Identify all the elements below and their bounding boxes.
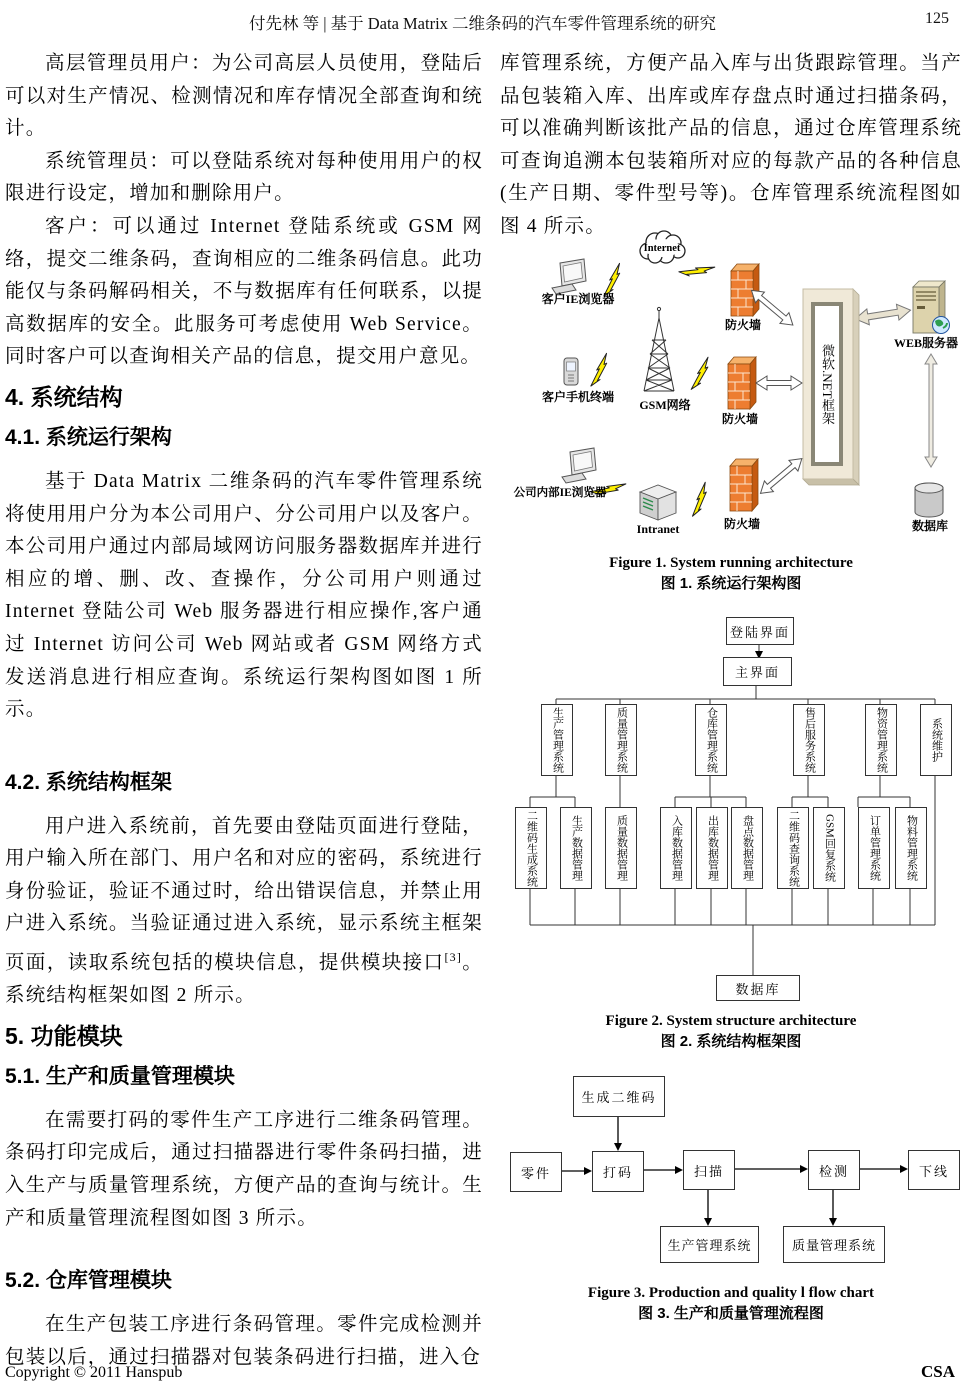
figure1-caption-en: Figure 1. System running architecture — [609, 555, 853, 571]
figure2-diagram — [500, 613, 962, 1003]
system-box-materials: 物资管理系统 — [865, 704, 897, 776]
module-box-qr-generate: 二维码生成系统 — [515, 807, 547, 889]
section-5-2-heading: 5.2. 仓库管理模块 — [5, 1269, 172, 1293]
firewall3-icon — [730, 459, 758, 511]
flow-box-scan: 扫描 — [683, 1150, 735, 1190]
section-5-heading: 5. 功能模块 — [5, 1022, 123, 1049]
intranet-router-icon — [640, 485, 676, 520]
company-ie-label: 公司内部IE浏览器 — [513, 487, 607, 499]
figure2-caption-zh: 图 2. 系统结构框架图 — [660, 1033, 802, 1050]
module-box-gsm-reply: GSM回复系统 — [813, 807, 845, 889]
flow-box-inspect: 检测 — [808, 1150, 860, 1190]
paragraph-4-1: 基于 Data Matrix 二维条码的汽车零件管理系统将使用用户分为本公司用户、分公司用户以及客户。本公司用户通过内部局域网访问服务器数据库并进行相应的增、删、改、查操作，分公司用户则通过 Internet 登陆公司 Web 服务器进行相应操作,客户通过 Internet 访问公司 Web 网站或者 GSM 网络方式发送消息进行相应查询。系统运行架构图如图 1 所示。 — [5, 470, 483, 721]
figure3-caption-en: Figure 3. Production and quality l flow chart — [587, 1285, 875, 1301]
web-server-label: WEB服务器 — [893, 336, 958, 350]
login-screen-box: 登陆界面 — [726, 617, 794, 645]
flow-box-mark: 打码 — [592, 1151, 644, 1192]
section-5-1-heading: 5.1. 生产和质量管理模块 — [5, 1064, 235, 1088]
paragraph-5-2: 在生产包装工序进行条码管理。零件完成检测并包装以后，通过扫描器对包装条码进行扫描，进入仓 — [5, 1314, 483, 1368]
section-4-heading: 4. 系统结构 — [5, 383, 123, 410]
firewall1-icon — [731, 264, 759, 316]
figure1-caption-zh: 图 1. 系统运行架构图 — [660, 575, 802, 592]
system-box-quality: 质量管理系统 — [605, 704, 637, 776]
module-box-outbound-data: 出库数据管理 — [696, 807, 728, 889]
client-ie-label: 客户IE浏览器 — [541, 292, 615, 306]
internet-label: Internet — [643, 243, 681, 254]
figure1-caption — [500, 553, 962, 595]
firewall3-label: 防火墙 — [723, 517, 760, 531]
firewall2-label: 防火墙 — [721, 412, 758, 426]
section-4-2-heading: 4.2. 系统结构框架 — [5, 770, 172, 794]
database-icon — [915, 483, 943, 517]
database-label: 数据库 — [911, 519, 948, 533]
section-4-1-heading: 4.1. 系统运行架构 — [5, 425, 172, 449]
dotnet-frame-label: 微软.NET框架 — [820, 343, 835, 425]
module-box-inbound-data: 入库数据管理 — [660, 807, 692, 889]
paragraph-admin-user: 高层管理员用户：为公司高层人员使用，登陆后可以对生产情况、检测情况和库存情况全部查询和统计。 — [5, 53, 483, 140]
system-box-maintenance: 系统维护 — [920, 704, 952, 776]
web-server-icon — [913, 281, 950, 334]
firewall2-icon — [728, 357, 756, 409]
citation-ref-3: [3] — [444, 950, 463, 965]
page-number: 125 — [925, 10, 949, 27]
module-box-order-mgmt: 订单管理系统 — [858, 807, 890, 889]
system-box-production: 生产管理系统 — [541, 704, 573, 776]
paragraph-5-1: 在需要打码的零件生产工序进行二维条码管理。条码打印完成后，通过扫描器进行零件条码扫描，进入生产与质量管理系统，方便产品的查询与统计。生产和质量管理流程图如图 3 所示。 — [5, 1109, 483, 1229]
client-phone-label: 客户手机终端 — [541, 390, 614, 404]
system-box-warehouse: 仓库管理系统 — [695, 704, 727, 776]
paragraph-4-2-tail: 。系统结构框架如图 2 所示。 — [5, 952, 484, 1007]
module-box-quality-data: 质量数据管理 — [605, 807, 637, 889]
figure3-caption-zh: 图 3. 生产和质量管理流程图 — [638, 1305, 824, 1322]
figure1-graphics — [500, 230, 962, 548]
system-box-aftersales: 售后服务系统 — [793, 704, 825, 776]
phone-icon — [564, 358, 578, 385]
gsm-network-label: GSM网络 — [639, 398, 691, 412]
paragraph-customer: 客户：可以通过 Internet 登陆系统或 GSM 网络，提交二维条码，查询相应的二维条码信息。此功能仅与条码解码相关，不与数据库有任何联系，以提高数据库的安全。此服务可考虑使用 Web Service。同时客户可以查询相关产品的信息，提交用户意见。 — [5, 215, 483, 368]
footer-copyright: Copyright © 2011 Hanspub — [5, 1364, 183, 1381]
figure3-caption — [500, 1283, 962, 1325]
figure1-diagram — [500, 230, 962, 548]
module-box-qr-query: 二维码查询系统 — [777, 807, 809, 889]
firewall1-label: 防火墙 — [724, 318, 761, 332]
flow-box-generate-qr: 生成二维码 — [573, 1076, 665, 1117]
client-pc-icon — [552, 259, 586, 294]
company-pc-icon — [562, 448, 596, 483]
module-box-material-mgmt: 物料管理系统 — [895, 807, 927, 889]
flow-box-offline: 下线 — [908, 1150, 960, 1190]
footer-csa: CSA — [920, 1362, 955, 1381]
database-box: 数据库 — [716, 975, 800, 1001]
right-column — [500, 48, 962, 1322]
paragraph-warehouse: 库管理系统，方便产品入库与出货跟踪管理。当产品包装箱入库、出库或库存盘点时通过扫描条码，可以准确判断该批产品的信息，通过仓库管理系统可查询追溯本包装箱所对应的每款产品的各种信息(生产日期、零件型号等)。仓库管理系统流程图如图 4 所示。 — [500, 53, 962, 237]
paragraph-4-2-text: 用户进入系统前，首先要由登陆页面进行登陆，用户输入所在部门、用户名和对应的密码，系统进行身份验证，验证不通过时，给出错误信息，并禁止用户进入系统。当验证通过进入系统，显示系统主框架页面，读取系统包括的模块信息，提供模块接口 — [5, 815, 483, 974]
flow-box-production-system: 生产管理系统 — [660, 1226, 759, 1263]
main-screen-box: 主界面 — [723, 657, 792, 686]
module-box-production-data: 生产数据管理 — [560, 807, 592, 889]
paragraph-sys-admin: 系统管理员：可以登陆系统对每种使用用户的权限进行设定，增加和删除用户。 — [5, 150, 483, 205]
header-title: 付先林 等 | 基于 Data Matrix 二维条码的汽车零件管理系统的研究 — [248, 14, 717, 33]
gsm-tower-icon — [644, 307, 674, 391]
flow-box-part: 零件 — [510, 1152, 562, 1192]
figure2-caption-en: Figure 2. System structure architecture — [605, 1013, 857, 1029]
intranet-label: Intranet — [636, 522, 680, 536]
paragraph-4-2 — [5, 811, 483, 1013]
module-box-stocktake-data: 盘点数据管理 — [731, 807, 763, 889]
figure2-caption — [500, 1011, 962, 1053]
flow-box-quality-system: 质量管理系统 — [783, 1226, 885, 1263]
left-column — [5, 48, 483, 1374]
figure3-diagram — [500, 1076, 962, 1271]
